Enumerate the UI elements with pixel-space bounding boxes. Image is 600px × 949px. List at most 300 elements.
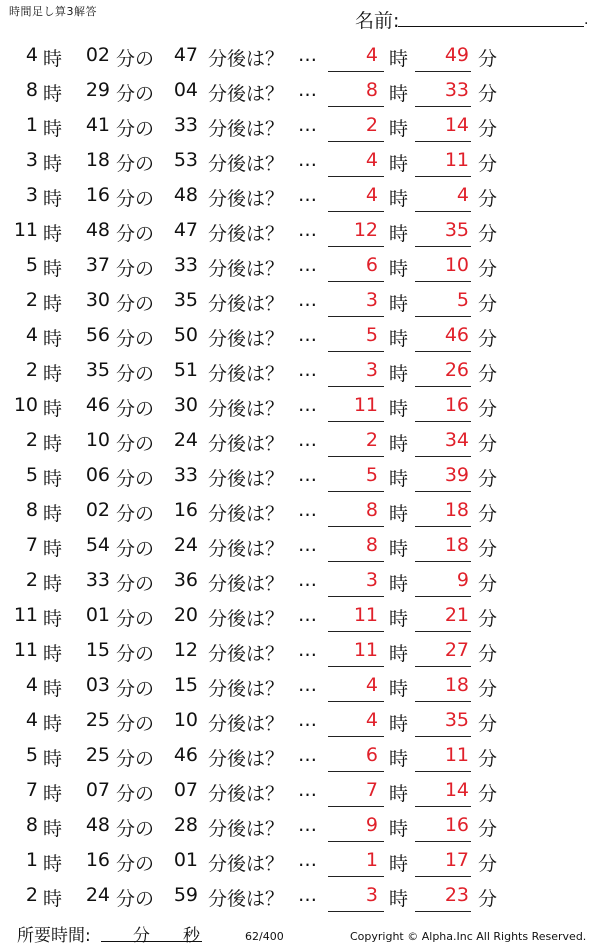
answer-hour-unit: 時 [389,538,409,560]
added-minutes: 47 [173,219,198,241]
answer-minute-underline [415,876,471,877]
start-minute: 16 [85,849,110,871]
start-minute: 37 [85,254,110,276]
hour-unit: 時 [43,153,63,175]
answer-hour-unit: 時 [389,398,409,420]
ellipsis: … [298,674,317,696]
answer-minute: 11 [444,149,469,171]
answer-minute-unit: 分 [478,608,498,630]
minutes-later-label: 分後は？ [208,188,285,210]
problem-row [0,388,600,423]
answer-minute-unit: 分 [478,153,498,175]
hour-unit: 時 [43,713,63,735]
problem-row [0,738,600,773]
answer-minute: 9 [456,569,469,591]
answer-hour-unit: 時 [389,643,409,665]
problem-row [0,563,600,598]
answer-hour: 1 [365,849,378,871]
added-minutes: 16 [173,499,198,521]
answer-hour: 3 [365,569,378,591]
minute-of-label: 分の [116,83,155,105]
minute-of-label: 分の [116,573,155,595]
minute-of-label: 分の [116,853,155,875]
answer-hour-unit: 時 [389,713,409,735]
ellipsis: … [298,709,317,731]
answer-minute-unit: 分 [478,48,498,70]
page-number: 62/400 [245,930,284,943]
answer-hour-underline [328,316,384,317]
start-hour: 2 [25,289,38,311]
minute-of-label: 分の [116,223,155,245]
answer-minute-underline [415,491,471,492]
hour-unit: 時 [43,328,63,350]
ellipsis: … [298,639,317,661]
start-minute: 33 [85,569,110,591]
answer-hour-underline [328,771,384,772]
ellipsis: … [298,394,317,416]
hour-unit: 時 [43,258,63,280]
answer-minute-underline [415,631,471,632]
answer-minute: 16 [444,814,469,836]
hour-unit: 時 [43,678,63,700]
name-field-line [398,26,584,27]
answer-hour-underline [328,806,384,807]
copyright: Copyright © Alpha.Inc All Rights Reserved. [350,930,587,943]
answer-minute-unit: 分 [478,748,498,770]
ellipsis: … [298,744,317,766]
minutes-later-label: 分後は？ [208,223,285,245]
answer-hour-underline [328,911,384,912]
answer-hour-underline [328,456,384,457]
minute-of-label: 分の [116,608,155,630]
hour-unit: 時 [43,783,63,805]
problem-row [0,143,600,178]
start-hour: 4 [25,709,38,731]
answer-hour-underline [328,351,384,352]
added-minutes: 20 [173,604,198,626]
minutes-later-label: 分後は？ [208,398,285,420]
answer-minute: 4 [456,184,469,206]
hour-unit: 時 [43,643,63,665]
problem-row [0,528,600,563]
start-hour: 11 [13,219,38,241]
start-minute: 07 [85,779,110,801]
problem-row [0,73,600,108]
answer-hour-underline [328,491,384,492]
start-hour: 5 [25,744,38,766]
answer-hour: 7 [365,779,378,801]
answer-hour: 9 [365,814,378,836]
start-hour: 5 [25,254,38,276]
ellipsis: … [298,429,317,451]
problem-row [0,773,600,808]
answer-minute: 10 [444,254,469,276]
start-minute: 54 [85,534,110,556]
start-minute: 03 [85,674,110,696]
minute-of-label: 分の [116,818,155,840]
minutes-later-label: 分後は？ [208,818,285,840]
minute-of-label: 分の [116,398,155,420]
answer-minute: 18 [444,674,469,696]
ellipsis: … [298,604,317,626]
minute-of-label: 分の [116,783,155,805]
answer-hour-unit: 時 [389,433,409,455]
answer-hour-unit: 時 [389,468,409,490]
answer-hour-underline [328,876,384,877]
added-minutes: 24 [173,429,198,451]
start-hour: 2 [25,429,38,451]
answer-minute: 35 [444,709,469,731]
answer-minute-unit: 分 [478,363,498,385]
answer-hour-unit: 時 [389,678,409,700]
elapsed-minute-unit: 分 [133,926,150,946]
answer-minute-underline [415,526,471,527]
ellipsis: … [298,884,317,906]
answer-hour-underline [328,631,384,632]
answer-hour: 4 [365,44,378,66]
answer-hour-unit: 時 [389,783,409,805]
start-hour: 11 [13,639,38,661]
hour-unit: 時 [43,188,63,210]
answer-hour-underline [328,701,384,702]
hour-unit: 時 [43,538,63,560]
start-hour: 10 [13,394,38,416]
ellipsis: … [298,814,317,836]
answer-hour: 2 [365,429,378,451]
minutes-later-label: 分後は？ [208,853,285,875]
start-minute: 35 [85,359,110,381]
answer-minute-underline [415,141,471,142]
problem-row [0,283,600,318]
minute-of-label: 分の [116,328,155,350]
answer-minute-underline [415,701,471,702]
problem-row [0,108,600,143]
answer-minute-unit: 分 [478,888,498,910]
start-hour: 11 [13,604,38,626]
problem-row [0,598,600,633]
start-minute: 15 [85,639,110,661]
minutes-later-label: 分後は？ [208,678,285,700]
answer-minute: 27 [444,639,469,661]
answer-minute-underline [415,596,471,597]
answer-hour-unit: 時 [389,83,409,105]
start-hour: 4 [25,324,38,346]
added-minutes: 50 [173,324,198,346]
start-hour: 1 [25,114,38,136]
hour-unit: 時 [43,398,63,420]
start-hour: 8 [25,79,38,101]
problem-row [0,668,600,703]
answer-hour-underline [328,246,384,247]
minutes-later-label: 分後は？ [208,748,285,770]
answer-hour-unit: 時 [389,608,409,630]
ellipsis: … [298,149,317,171]
answer-hour-unit: 時 [389,888,409,910]
answer-hour-underline [328,71,384,72]
minute-of-label: 分の [116,888,155,910]
answer-hour-underline [328,736,384,737]
answer-hour-unit: 時 [389,223,409,245]
answer-hour-unit: 時 [389,328,409,350]
added-minutes: 28 [173,814,198,836]
start-minute: 24 [85,884,110,906]
answer-minute-unit: 分 [478,818,498,840]
answer-minute-underline [415,211,471,212]
answer-minute-underline [415,561,471,562]
hour-unit: 時 [43,363,63,385]
start-minute: 48 [85,219,110,241]
minutes-later-label: 分後は？ [208,293,285,315]
answer-minute-unit: 分 [478,678,498,700]
answer-minute: 17 [444,849,469,871]
minutes-later-label: 分後は？ [208,713,285,735]
minutes-later-label: 分後は？ [208,573,285,595]
answer-minute: 18 [444,534,469,556]
answer-hour: 4 [365,184,378,206]
hour-unit: 時 [43,608,63,630]
start-minute: 41 [85,114,110,136]
answer-minute: 5 [456,289,469,311]
added-minutes: 10 [173,709,198,731]
hour-unit: 時 [43,573,63,595]
answer-minute-underline [415,316,471,317]
hour-unit: 時 [43,853,63,875]
answer-hour-unit: 時 [389,503,409,525]
answer-hour: 4 [365,149,378,171]
answer-minute-unit: 分 [478,468,498,490]
answer-minute: 46 [444,324,469,346]
added-minutes: 47 [173,44,198,66]
answer-minute: 33 [444,79,469,101]
answer-minute-unit: 分 [478,118,498,140]
answer-hour: 4 [365,709,378,731]
ellipsis: … [298,114,317,136]
problem-row [0,248,600,283]
minute-of-label: 分の [116,503,155,525]
answer-minute: 23 [444,884,469,906]
answer-minute-underline [415,386,471,387]
problem-row [0,493,600,528]
answer-minute-unit: 分 [478,258,498,280]
answer-minute-unit: 分 [478,293,498,315]
start-hour: 4 [25,674,38,696]
problem-row [0,178,600,213]
answer-hour: 5 [365,464,378,486]
answer-minute-unit: 分 [478,223,498,245]
ellipsis: … [298,569,317,591]
start-minute: 25 [85,709,110,731]
answer-hour-underline [328,141,384,142]
problem-row [0,843,600,878]
problem-row [0,318,600,353]
answer-hour-unit: 時 [389,363,409,385]
ellipsis: … [298,219,317,241]
minute-of-label: 分の [116,713,155,735]
added-minutes: 33 [173,114,198,136]
ellipsis: … [298,849,317,871]
problem-row [0,878,600,913]
answer-hour: 11 [353,639,378,661]
hour-unit: 時 [43,433,63,455]
hour-unit: 時 [43,468,63,490]
answer-hour-underline [328,211,384,212]
answer-minute-unit: 分 [478,783,498,805]
minutes-later-label: 分後は？ [208,468,285,490]
answer-minute-unit: 分 [478,573,498,595]
answer-hour: 3 [365,289,378,311]
answer-minute-unit: 分 [478,188,498,210]
start-minute: 30 [85,289,110,311]
start-hour: 8 [25,814,38,836]
minute-of-label: 分の [116,468,155,490]
answer-hour-unit: 時 [389,258,409,280]
answer-hour-underline [328,386,384,387]
hour-unit: 時 [43,118,63,140]
answer-hour: 2 [365,114,378,136]
minutes-later-label: 分後は？ [208,433,285,455]
minute-of-label: 分の [116,363,155,385]
added-minutes: 30 [173,394,198,416]
added-minutes: 36 [173,569,198,591]
hour-unit: 時 [43,503,63,525]
minutes-later-label: 分後は？ [208,118,285,140]
hour-unit: 時 [43,293,63,315]
hour-unit: 時 [43,83,63,105]
answer-minute: 16 [444,394,469,416]
minutes-later-label: 分後は？ [208,48,285,70]
problem-row [0,423,600,458]
answer-hour: 8 [365,499,378,521]
hour-unit: 時 [43,818,63,840]
minute-of-label: 分の [116,118,155,140]
start-minute: 01 [85,604,110,626]
answer-minute: 11 [444,744,469,766]
answer-hour-unit: 時 [389,818,409,840]
answer-minute-underline [415,421,471,422]
answer-hour-unit: 時 [389,853,409,875]
answer-hour-underline [328,841,384,842]
start-minute: 10 [85,429,110,451]
problem-row [0,808,600,843]
added-minutes: 53 [173,149,198,171]
added-minutes: 15 [173,674,198,696]
hour-unit: 時 [43,223,63,245]
answer-minute-underline [415,351,471,352]
start-hour: 1 [25,849,38,871]
name-label: 名前: [355,10,400,32]
start-minute: 06 [85,464,110,486]
start-hour: 3 [25,184,38,206]
answer-minute-underline [415,806,471,807]
answer-hour-underline [328,561,384,562]
minute-of-label: 分の [116,293,155,315]
ellipsis: … [298,184,317,206]
start-minute: 29 [85,79,110,101]
hour-unit: 時 [43,48,63,70]
ellipsis: … [298,499,317,521]
answer-minute-unit: 分 [478,433,498,455]
start-hour: 2 [25,569,38,591]
answer-hour-unit: 時 [389,188,409,210]
added-minutes: 46 [173,744,198,766]
start-minute: 46 [85,394,110,416]
answer-hour-underline [328,666,384,667]
ellipsis: … [298,359,317,381]
answer-hour: 6 [365,744,378,766]
name-field-end: . [584,12,589,28]
minutes-later-label: 分後は？ [208,328,285,350]
answer-hour-unit: 時 [389,293,409,315]
answer-hour: 3 [365,359,378,381]
ellipsis: … [298,44,317,66]
answer-minute-underline [415,736,471,737]
start-hour: 3 [25,149,38,171]
minutes-later-label: 分後は？ [208,783,285,805]
ellipsis: … [298,289,317,311]
start-minute: 16 [85,184,110,206]
start-minute: 02 [85,44,110,66]
answer-hour-underline [328,106,384,107]
answer-hour: 11 [353,394,378,416]
answer-minute: 39 [444,464,469,486]
answer-minute-unit: 分 [478,713,498,735]
minutes-later-label: 分後は？ [208,538,285,560]
minutes-later-label: 分後は？ [208,83,285,105]
ellipsis: … [298,534,317,556]
elapsed-time-label: 所要時間: [17,926,91,946]
answer-minute-underline [415,246,471,247]
added-minutes: 48 [173,184,198,206]
hour-unit: 時 [43,748,63,770]
added-minutes: 33 [173,464,198,486]
minute-of-label: 分の [116,433,155,455]
start-hour: 2 [25,359,38,381]
problem-row [0,633,600,668]
minutes-later-label: 分後は？ [208,643,285,665]
answer-hour-unit: 時 [389,118,409,140]
answer-minute: 35 [444,219,469,241]
answer-hour-underline [328,281,384,282]
answer-minute-underline [415,771,471,772]
answer-hour-unit: 時 [389,573,409,595]
answer-hour-underline [328,176,384,177]
minutes-later-label: 分後は？ [208,363,285,385]
ellipsis: … [298,464,317,486]
answer-minute-unit: 分 [478,328,498,350]
minutes-later-label: 分後は？ [208,258,285,280]
problem-row [0,353,600,388]
ellipsis: … [298,79,317,101]
minute-of-label: 分の [116,188,155,210]
answer-minute-unit: 分 [478,643,498,665]
start-minute: 56 [85,324,110,346]
answer-minute: 21 [444,604,469,626]
added-minutes: 33 [173,254,198,276]
problem-row [0,38,600,73]
minutes-later-label: 分後は？ [208,888,285,910]
added-minutes: 04 [173,79,198,101]
answer-hour: 3 [365,884,378,906]
answer-hour: 5 [365,324,378,346]
answer-minute-unit: 分 [478,853,498,875]
start-hour: 2 [25,884,38,906]
answer-hour-underline [328,596,384,597]
answer-minute-underline [415,176,471,177]
answer-hour-underline [328,421,384,422]
answer-minute: 18 [444,499,469,521]
added-minutes: 59 [173,884,198,906]
answer-minute: 14 [444,779,469,801]
